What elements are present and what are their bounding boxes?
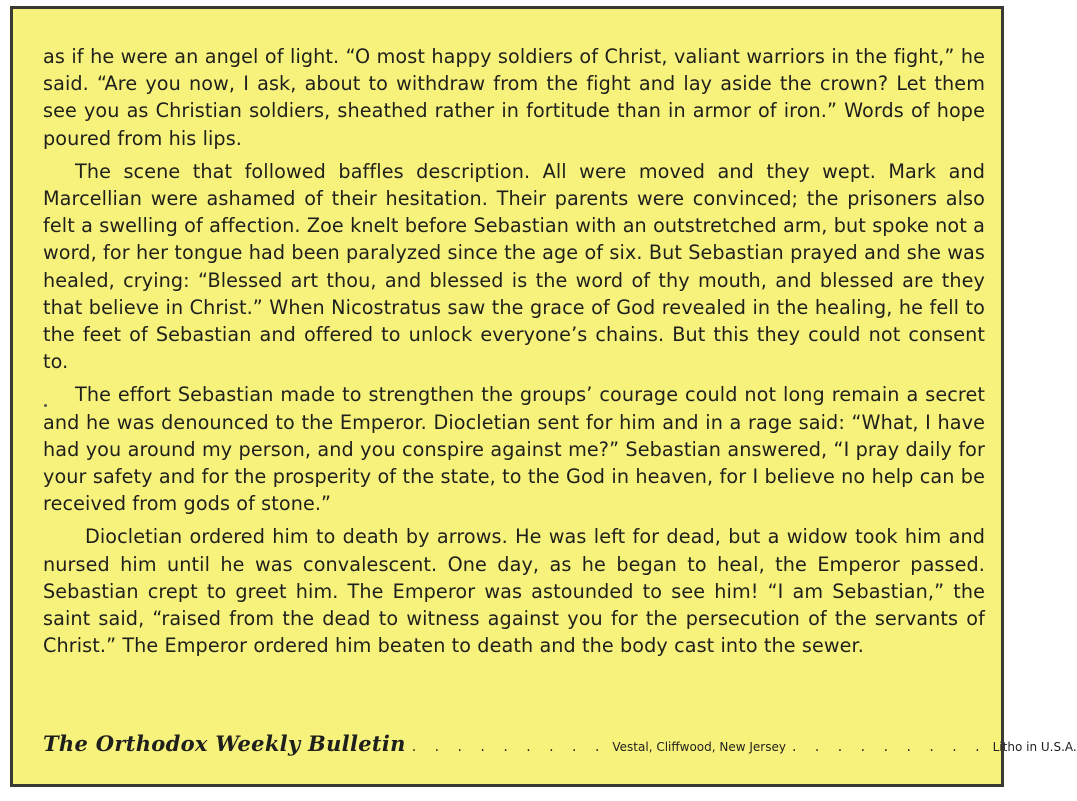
publisher-location: Vestal, Cliffwood, New Jersey [612, 740, 786, 754]
paragraph-3: The effort Sebastian made to strengthen the groups’ courage could not long remain a secret and he was denounced to the Emperor. Diocletian sent for him and in a rage said: “What, I have had you around my person, and you conspire against me?” Sebastian answered, “I pray daily for your safety and for the prosperity of the state, to the God in heaven, for I believe no help can be received from gods of stone.” [43, 383, 985, 516]
dot-leader: . . . . . . . . . [411, 739, 607, 755]
paragraph-2: The scene that followed baffles description. All were moved and they wept. Mark and Marcellian were ashamed of their hesitation. Their parents were convinced; the prisoners also felt a swelling of affection. Zoe knelt before Sebastian with an outstretched arm, but spoke not a word, for her tongue had been paralyzed since the age of six. But Sebastian prayed and she was healed, crying: “Blessed art thou, and blessed is the word of thy mouth, and blessed are they that believe in Christ.” When Nicostratus saw the grace of God revealed in the healing, he fell to the feet of Sebastian and offered to unlock everyone’s chains. But this they could not consent to. [43, 159, 985, 374]
litho-note: Litho in U.S.A. [992, 740, 1077, 754]
article-body [43, 43, 985, 665]
bulletin-footer [43, 731, 1077, 761]
paragraph-1: as if he were an angel of light. “O most happy soldiers of Christ, valiant warriors in the fight,” he said. “Are you now, I ask, about to withdraw from the fight and lay aside the crown? Let them see you as Christian soldiers, sheathed rather in fortitude than in armor of iron.” Words of hope poured from his lips. [43, 45, 985, 150]
bulletin-page [10, 6, 1077, 787]
paragraph-4: Diocletian ordered him to death by arrows. He was left for dead, but a widow took him and nursed him until he was convalescent. One day, as he began to heal, the Emperor passed. Sebastian crept to greet him. The Emperor was astounded to see him! “I am Sebastian,” the saint said, “raised from the dead to witness against you for the persecution of the servants of Christ.” The Emperor ordered him beaten to death and the body cast into the sewer. [43, 525, 985, 658]
print-speck [44, 404, 47, 407]
dot-leader: . . . . . . . . . [791, 739, 987, 755]
bulletin-title: The Orthodox Weekly Bulletin [43, 731, 406, 756]
